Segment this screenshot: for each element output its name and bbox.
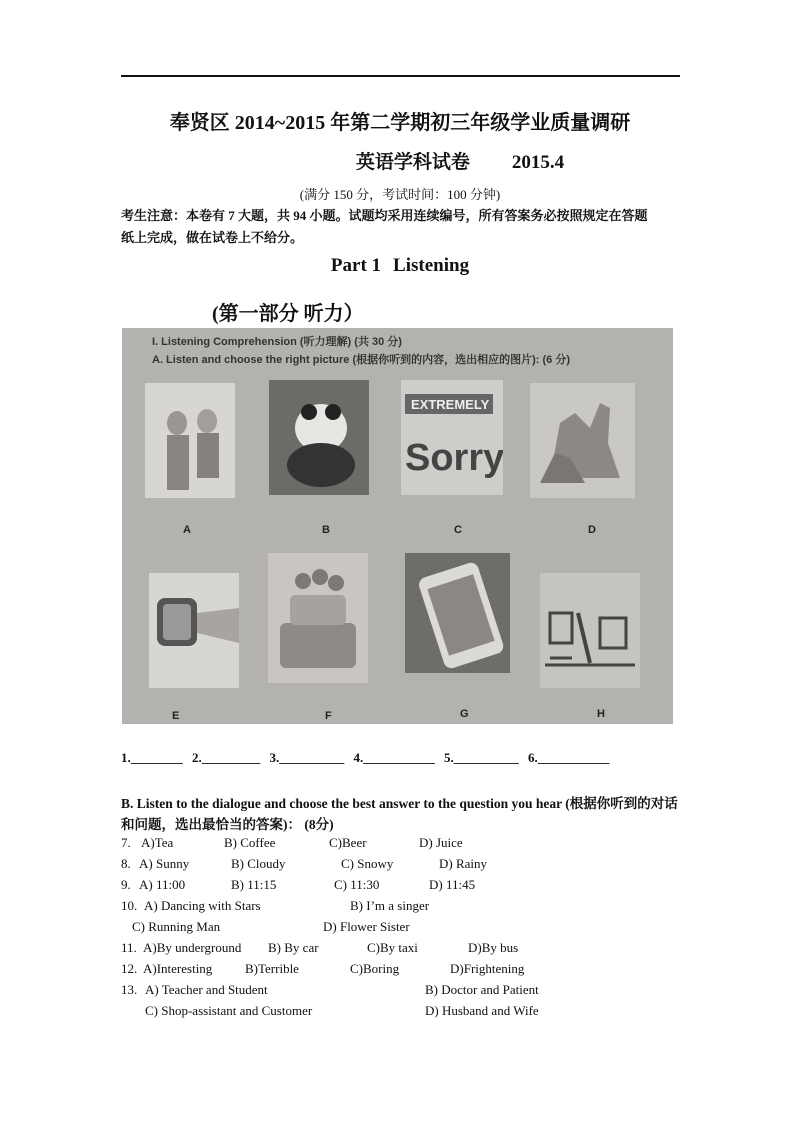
picture-d-dinosaurs <box>530 383 635 498</box>
option-c[interactable]: C)By taxi <box>367 940 418 955</box>
option-b[interactable]: B) I’m a singer <box>350 898 430 913</box>
top-rule <box>121 75 680 77</box>
poster-text-extremely: EXTREMELY <box>411 397 490 412</box>
picture-c-poster <box>401 380 503 495</box>
option-b[interactable]: B) Doctor and Patient <box>425 982 539 997</box>
option-b[interactable]: B) Cloudy <box>231 856 286 871</box>
picture-letter: A <box>183 524 191 536</box>
option-a[interactable]: A) Teacher and Student <box>145 982 268 997</box>
option-d[interactable]: D) Flower Sister <box>323 919 410 934</box>
question-number: 7. <box>121 835 131 850</box>
picture-letter: G <box>460 708 469 720</box>
option-b[interactable]: B)Terrible <box>245 961 299 976</box>
picture-e-smartwatch <box>149 573 239 688</box>
answer-blank[interactable]: 2._________ <box>192 750 261 765</box>
option-a[interactable]: A) 11:00 <box>139 877 186 892</box>
answer-blank[interactable]: 4.___________ <box>353 750 435 765</box>
option-b[interactable]: B) 11:15 <box>231 877 277 892</box>
option-c[interactable]: C) Snowy <box>341 856 394 871</box>
cake-icon <box>268 553 368 683</box>
subject-line <box>60 147 800 174</box>
smartphone-icon <box>405 553 510 673</box>
picture-letter: B <box>322 524 330 536</box>
option-d[interactable]: D) 11:45 <box>429 877 476 892</box>
option-b[interactable]: B) Coffee <box>224 835 276 850</box>
section-b-heading: B. Listen to the dialogue and choose the best answer to the question you hear (根据你听到的对话和问题，选出最恰当的答案)： (8分) <box>121 796 678 832</box>
option-d[interactable]: D) Juice <box>419 835 463 850</box>
smartwatch-icon <box>149 573 239 688</box>
option-c[interactable]: C) Shop-assistant and Customer <box>145 1003 313 1018</box>
answer-blank[interactable]: 6.___________ <box>528 750 610 765</box>
question-number: 11. <box>121 940 137 955</box>
question-number: 12. <box>121 961 138 976</box>
question-number: 9. <box>121 877 131 892</box>
part-title <box>0 255 800 277</box>
picture-f-cake <box>268 553 368 683</box>
answer-blank[interactable]: 3.__________ <box>269 750 345 765</box>
option-c[interactable]: C)Boring <box>350 961 400 976</box>
shopping-cart-icon <box>540 573 640 688</box>
part-name: Listening <box>393 255 470 276</box>
picture-letter: H <box>597 708 605 720</box>
subject-name: 英语学科试卷 <box>355 152 470 173</box>
option-d[interactable]: D) Rainy <box>439 856 488 871</box>
option-d[interactable]: D) Husband and Wife <box>425 1003 539 1018</box>
option-c[interactable]: C)Beer <box>329 835 367 850</box>
exam-title: 奉贤区 2014~2015 年第二学期初三年级学业质量调研 <box>169 112 631 134</box>
picture-b-panda <box>269 380 369 495</box>
question-number: 8. <box>121 856 131 871</box>
listening-heading: I. Listening Comprehension (听力理解) (共 30 分) <box>152 336 402 348</box>
option-d[interactable]: D)By bus <box>468 940 519 955</box>
answer-blank[interactable]: 1.________ <box>121 750 183 765</box>
option-a[interactable]: A)By underground <box>143 940 242 955</box>
candidate-notice <box>121 205 681 249</box>
option-c[interactable]: C) 11:30 <box>334 877 380 892</box>
picture-g-phone <box>405 553 510 673</box>
score-time: (满分 150 分，考试时间：100 分钟) <box>299 187 501 202</box>
option-c[interactable]: C) Running Man <box>132 919 221 934</box>
question-number: 10. <box>121 898 138 913</box>
part-number: Part 1 <box>330 255 382 276</box>
option-a[interactable]: A)Interesting <box>143 961 213 976</box>
answer-blank[interactable]: 5.__________ <box>444 750 519 765</box>
notice-line: 考生注意：本卷有 7 大题，共 94 小题。试题均采用连续编号，所有答案务必按照规定在答题 <box>121 208 648 223</box>
notice-line: 纸上完成，做在试卷上不给分。 <box>121 230 304 245</box>
exam-date: 2015.4 <box>511 152 565 173</box>
listening-picture-photo <box>122 328 673 724</box>
panda-icon <box>269 380 369 495</box>
option-d[interactable]: D)Frightening <box>450 961 525 976</box>
section-a-heading: A. Listen and choose the right picture (根据你听到的内容，选出相应的图片): (6 分) <box>152 354 571 366</box>
puppets-icon <box>145 383 235 498</box>
option-b[interactable]: B) By car <box>268 940 319 955</box>
picture-letter: C <box>454 524 462 536</box>
extremely-sorry-poster-icon <box>401 380 503 495</box>
picture-h-shopping <box>540 573 640 688</box>
option-a[interactable]: A)Tea <box>141 835 174 850</box>
picture-a-puppets <box>145 383 235 498</box>
poster-text-sorry: Sorry <box>405 437 503 479</box>
picture-letter: E <box>172 710 180 722</box>
dinosaurs-icon <box>530 383 635 498</box>
answer-blanks <box>121 750 615 766</box>
part-title-cn: (第一部分 听力） <box>212 303 364 325</box>
option-a[interactable]: A) Sunny <box>139 856 190 871</box>
picture-letter: F <box>325 710 332 722</box>
picture-letter: D <box>588 524 596 536</box>
option-a[interactable]: A) Dancing with Stars <box>144 898 261 913</box>
question-number: 13. <box>121 982 138 997</box>
